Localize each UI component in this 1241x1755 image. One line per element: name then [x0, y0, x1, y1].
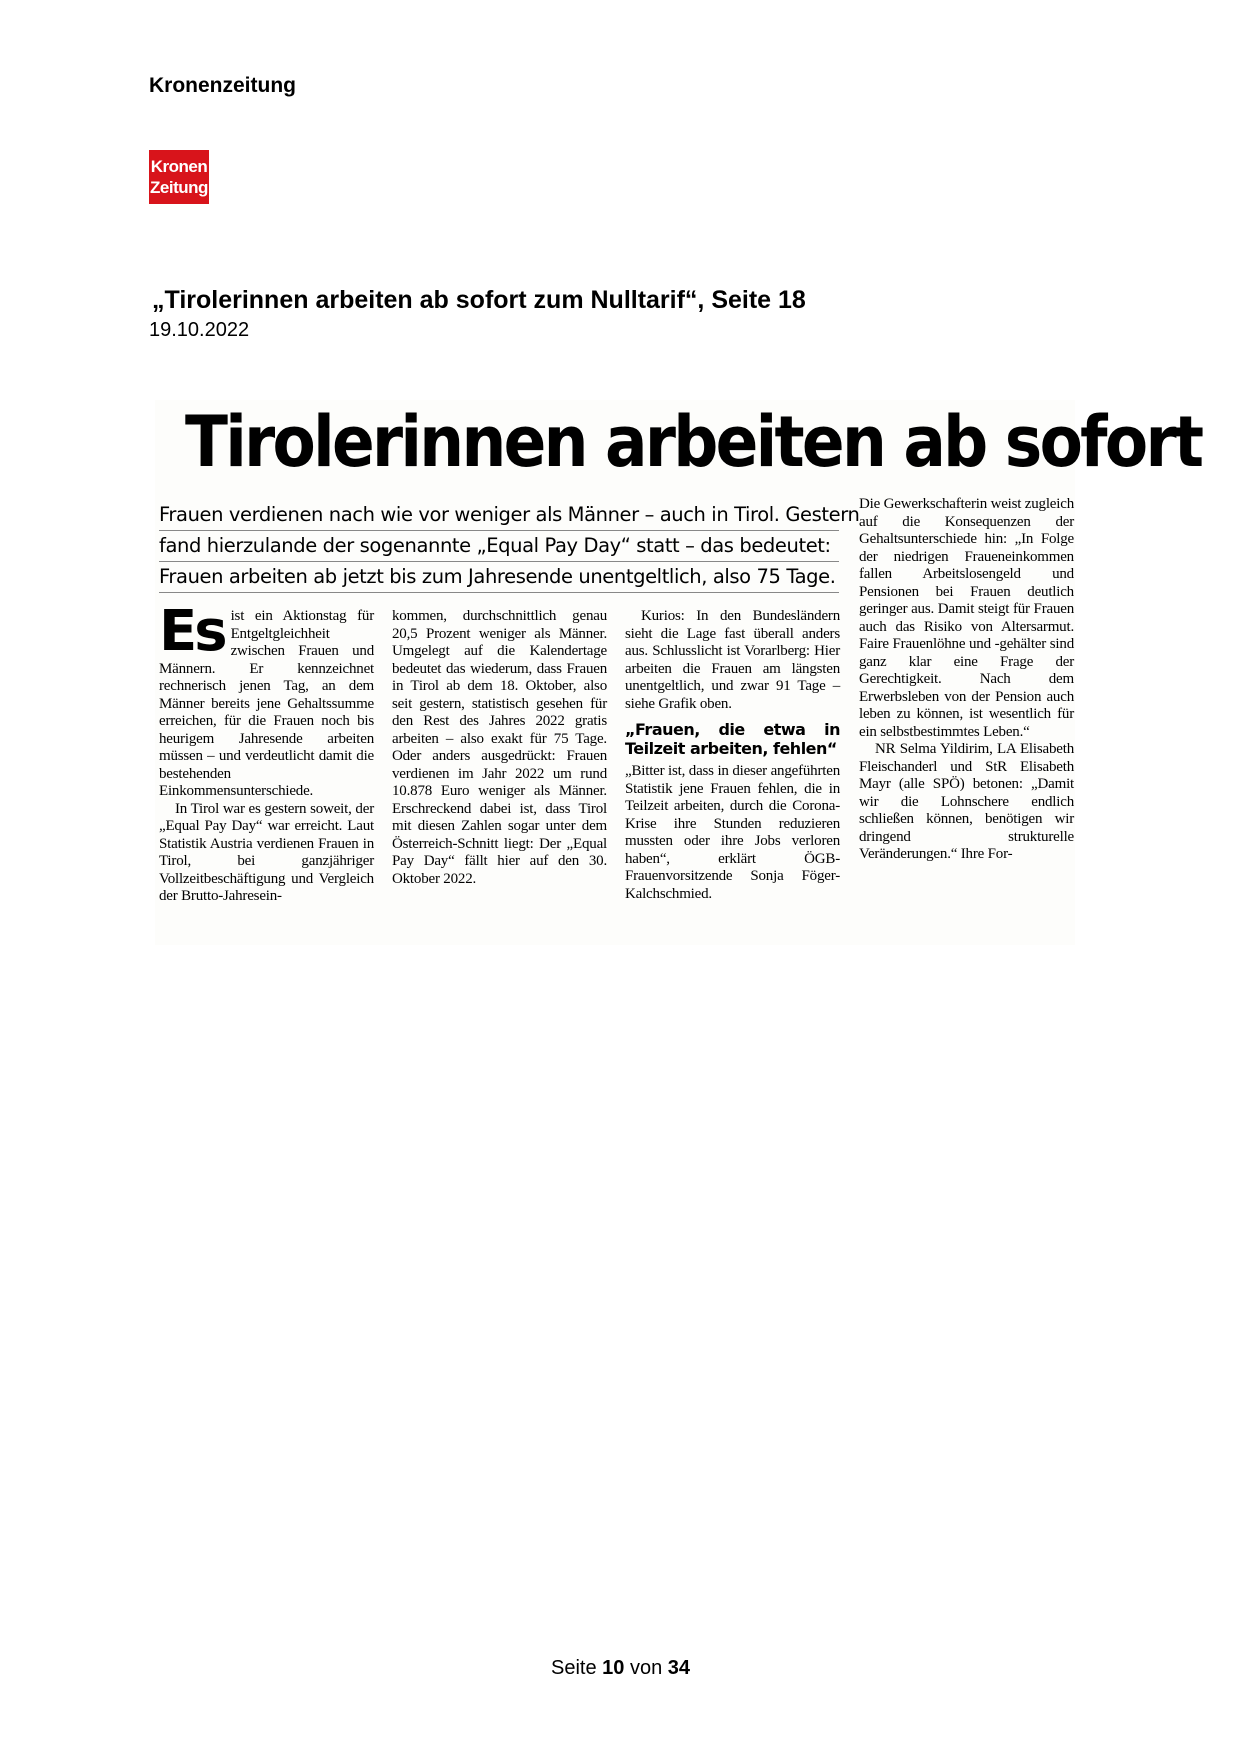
drop-cap: Es — [159, 599, 225, 664]
paragraph: ist ein Aktionstag für Entgeltgleichheit zwischen Frauen und Männern. Er kennzeichnet rechnerisch jenen Tag, an dem Männer bereits jene Gehaltssumme erreichen, für die Frauen noch bis heurigem Jahresende arbeiten müssen – und verdeutlicht damit die bestehenden Einkommensunterschiede. — [159, 608, 374, 799]
current-page-number: 10 — [602, 1657, 625, 1679]
page-footer — [0, 1657, 1241, 1680]
clipping-headline: Tirolerinnen arbeiten ab sofort — [185, 401, 1202, 483]
newspaper-clipping — [155, 400, 1202, 945]
paragraph: Die Gewerkschafterin weist zugleich auf die Konsequenzen der Gehaltsunterschiede hin: „In Folge der niedrigen Fraueneinkommen fallen Arbeitslosengeld und Pensionen bei Frauen deutlich geringer aus. Damit steigt für Frauen auch das Risiko von Altersarmut. Faire Frauenlöhne und -gehälter sind ganz klar eine Frage der Gerechtigkeit. Nach dem Erwerbsleben von der Pension auch leben zu können, ist wesentlich für ein selbstbestimmtes Leben.“ — [859, 496, 1074, 740]
article-date: 19.10.2022 — [149, 319, 250, 341]
column-subheading: „Frauen, die etwa in Teilzeit arbeiten, fehlen“ — [625, 720, 840, 758]
lead-line: fand hierzulande der sogenannte „Equal Pay Day“ statt – das bedeutet: — [159, 531, 839, 562]
column-3 — [625, 608, 840, 903]
kronen-zeitung-logo — [149, 150, 209, 204]
lead-line: Frauen arbeiten ab jetzt bis zum Jahresende unentgeltlich, also 75 Tage. — [159, 562, 839, 593]
column-4 — [859, 496, 1074, 864]
lead-line: Frauen verdienen nach wie vor weniger als Männer – auch in Tirol. Gestern — [159, 500, 839, 531]
source-name: Kronenzeitung — [149, 74, 296, 97]
paragraph: kommen, durchschnittlich genau 20,5 Prozent weniger als Männer. Umgelegt auf die Kalendertage bedeutet das wiederum, dass Frauen in Tirol ab dem 18. Oktober, also seit gestern, statistisch gesehen für den Rest des Jahres 2022 gratis arbeiten – also exakt für 75 Tage. Oder anders ausgedrückt: Frauen verdienen im Jahr 2022 um rund 10.878 Euro weniger als Männer. Erschreckend dabei ist, dass Tirol mit diesen Zahlen sogar unter dem Österreich-Schnitt liegt: Der „Equal Pay Day“ fällt hier auf den 30. Oktober 2022. — [392, 608, 607, 887]
column-2 — [392, 608, 607, 888]
footer-prefix: Seite — [550, 1657, 603, 1679]
paragraph: NR Selma Yildirim, LA Elisabeth Fleischanderl und StR Elisabeth Mayr (alle SPÖ) betonen: „Damit wir die Lohnschere endlich schließen können, benötigen wir dringend strukturelle Veränderungen.“ Ihre For- — [859, 741, 1074, 862]
logo-line-2: Zeitung — [150, 178, 208, 197]
paragraph: In Tirol war es gestern soweit, der „Equal Pay Day“ war erreicht. Laut Statistik Austria verdienen Frauen in Tirol, bei ganzjähriger Vollzeitbeschäftigung und Vergleich der Brutto-Jahresein- — [159, 800, 374, 904]
logo-line-1: Kronen — [150, 157, 208, 176]
footer-separator: von — [624, 1657, 668, 1679]
column-1 — [159, 599, 374, 906]
paragraph: „Bitter ist, dass in dieser angeführten Statistik jene Frauen fehlen, die in Teilzeit arbeiten, durch die Corona-Krise ihre Stunden reduzieren mussten oder ihre Jobs verloren haben“, erklärt ÖGB-Frauenvorsitzende Sonja Föger-Kalchschmied. — [625, 763, 840, 902]
paragraph: Kurios: In den Bundesländern sieht die Lage fast überall anders aus. Schlusslicht ist Vorarlberg: Hier arbeiten die Frauen am längsten unentgeltlich, und zwar 91 Tage – siehe Grafik oben. — [625, 608, 840, 712]
total-page-count: 34 — [667, 1657, 690, 1679]
clipping-lead — [159, 500, 860, 593]
article-title: „Tirolerinnen arbeiten ab sofort zum Nulltarif“, Seite 18 — [152, 286, 806, 314]
